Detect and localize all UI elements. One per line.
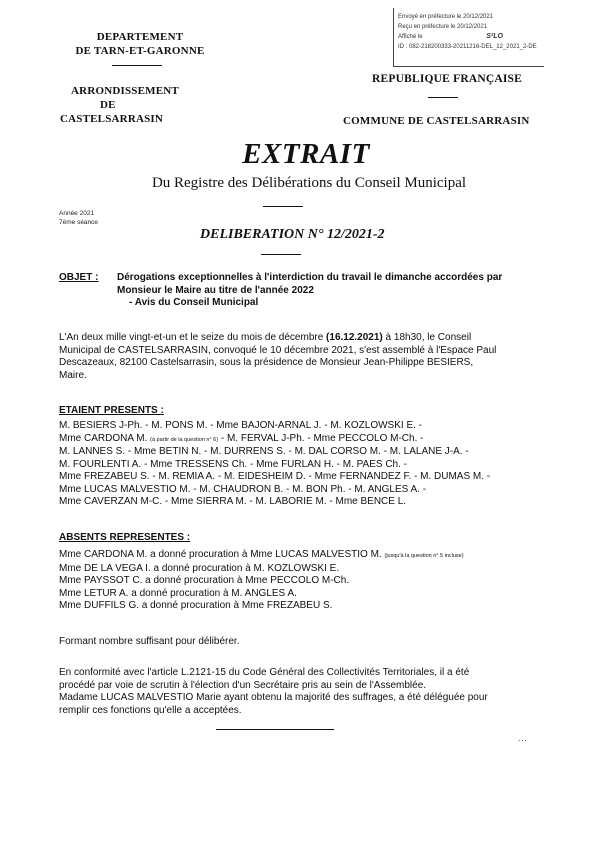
presents-line2-end: - M. FERVAL J-Ph. - Mme PECCOLO M-Ch. - <box>218 432 424 444</box>
presents-line7: Mme CAVERZAN M-C. - Mme SIERRA M. - M. LABORIE M. - Mme BENCE L. <box>59 496 407 507</box>
divider-republic <box>428 97 458 98</box>
divider-end <box>216 729 334 730</box>
absents-heading: ABSENTS REPRESENTES : <box>59 532 191 543</box>
presents-line6: Mme LUCAS MALVESTIO M. - M. CHAUDRON B. - M. BON Ph. - M. ANGLES A. - <box>59 483 427 495</box>
arrondissement-line2: DE <box>100 99 116 111</box>
conformite-line1: En conformité avec l'article L.2121-15 du Code Général des Collectivités Territoriales, il a été <box>59 667 470 678</box>
arrondissement-line1: ARRONDISSEMENT <box>71 85 179 97</box>
stamp-line-posted <box>394 32 544 42</box>
arrondissement-name <box>60 84 190 126</box>
presents-line2 <box>59 433 490 447</box>
intro-line3: Descazeaux, 82100 Castelsarrasin, sous la présidence de Monsieur Jean-Philippe BESIERS, <box>59 357 474 368</box>
continuation-marker: ... <box>518 734 528 743</box>
deliberation-number: DELIBERATION N° 12/2021-2 <box>200 227 385 242</box>
objet-line1: Dérogations exceptionnelles à l'interdiction du travail le dimanche accordées par <box>117 272 503 283</box>
presents-heading: ETAIENT PRESENTS : <box>59 405 164 416</box>
intro-line1-end: à 18h30, le Conseil <box>382 332 472 343</box>
conformite-line3: Madame LUCAS MALVESTIO Marie ayant obtenu la majorité des suffrages, a été déléguée pour <box>59 692 488 703</box>
divider-department <box>112 65 162 66</box>
absents-line1-start: Mme CARDONA M. a donné procuration à Mme LUCAS MALVESTIO M. <box>59 549 385 560</box>
objet-text <box>117 272 502 310</box>
presents-line4: M. FOURLENTI A. - Mme TRESSENS Ch. - Mme FURLAN H. - M. PAES Ch. - <box>59 458 408 470</box>
intro-line1 <box>59 332 496 345</box>
absents-line1 <box>59 549 464 563</box>
intro-line2: Municipal de CASTELSARRASIN, convoqué le 10 décembre 2021, s'est assemblé à l'Espace Paul <box>59 344 497 356</box>
conformite-line2: procédé par voie de scrutin à l'élection d'un Secrétaire pris au sein de l'Assemblée. <box>59 679 427 691</box>
document-title: EXTRAIT <box>242 138 370 170</box>
stamp-line-sent: Envoyé en préfecture le 20/12/2021 <box>398 14 494 20</box>
absents-list <box>59 549 464 613</box>
presents-line3: M. LANNES S. - Mme BETIN N. - M. DURRENS S. - M. DAL CORSO M. - M. LALANE J-A. - <box>59 446 469 457</box>
absents-line4: Mme LETUR A. a donné procuration à M. ANGLES A. <box>59 587 297 599</box>
commune-title: COMMUNE DE CASTELSARRASIN <box>343 115 530 127</box>
department-line2: DE TARN-ET-GARONNE <box>75 45 205 57</box>
stamp-line-id: ID : 082-218200333-20211216-DEL_12_2021_2-DE <box>398 44 537 50</box>
objet-line3: - Avis du Conseil Municipal <box>129 297 259 308</box>
republic-title: REPUBLIQUE FRANÇAISE <box>372 73 523 85</box>
objet-label: OBJET : <box>59 272 99 283</box>
conformite-line4: remplir ces fonctions qu'elle a acceptées. <box>59 704 242 716</box>
session-number: 7ème séance <box>59 219 99 226</box>
absents-line3: Mme PAYSSOT C. a donné procuration à Mme PECCOLO M-Ch. <box>59 575 350 586</box>
objet-line2: Monsieur le Maire au titre de l'année 2022 <box>117 284 314 296</box>
stamp-brand-logo: S²LO <box>486 33 503 40</box>
department-line1: DEPARTEMENT <box>96 31 184 43</box>
presents-line2-note: (à partir de la question n° 6) <box>150 436 219 443</box>
presents-line1: M. BESIERS J-Ph. - M. PONS M. - Mme BAJON-ARNAL J. - M. KOZLOWSKI E. - <box>59 420 423 431</box>
divider-deliberation <box>261 254 301 255</box>
intro-line1-start: L'An deux mille vingt-et-un et le seize du mois de décembre <box>59 332 327 343</box>
department-name <box>60 30 220 58</box>
prefecture-stamp <box>393 8 544 67</box>
conformite-paragraph <box>59 667 488 717</box>
absents-line1-note: (jusqu'à la question n° 5 incluse) <box>384 553 464 559</box>
absents-line5: Mme DUFFILS G. a donné procuration à Mme FREZABEU S. <box>59 600 333 611</box>
presents-list <box>59 420 490 509</box>
arrondissement-line3: CASTELSARRASIN <box>60 113 164 125</box>
quorum-text: Formant nombre suffisant pour délibérer. <box>59 636 240 647</box>
stamp-line-received: Reçu en préfecture le 20/12/2021 <box>398 24 488 30</box>
intro-paragraph <box>59 332 496 382</box>
intro-date: (16.12.2021) <box>326 332 383 343</box>
intro-line4: Maire. <box>59 369 87 381</box>
divider-title <box>263 206 303 207</box>
document-subtitle: Du Registre des Délibérations du Conseil Municipal <box>151 175 467 191</box>
absents-line2: Mme DE LA VEGA I. a donné procuration à M. KOZLOWSKI E. <box>59 562 340 574</box>
presents-line2-start: Mme CARDONA M. <box>59 432 151 444</box>
stamp-posted-label: Affiché le <box>398 34 423 40</box>
session-year: Année 2021 <box>59 210 95 217</box>
presents-line5: Mme FREZABEU S. - M. REMIA A. - M. EIDESHEIM D. - Mme FERNANDEZ F. - M. DUMAS M. - <box>59 471 491 482</box>
